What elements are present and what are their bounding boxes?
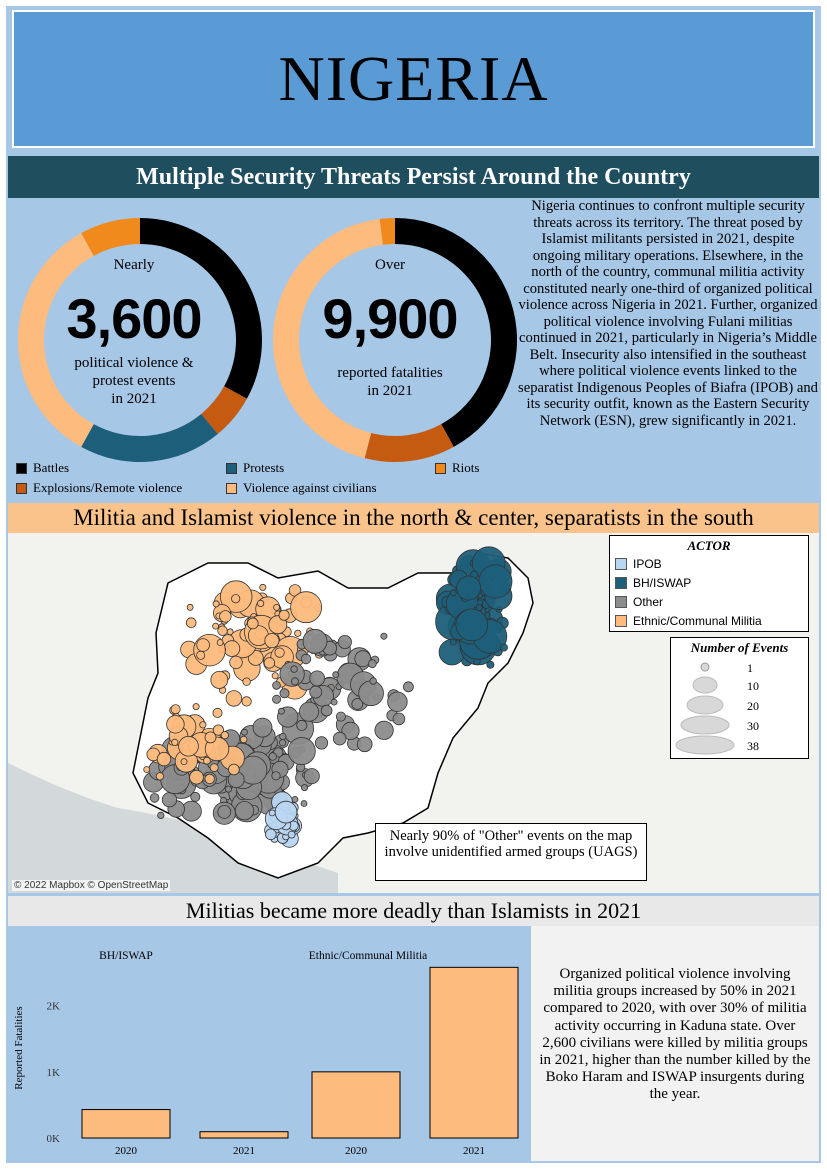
event-bubble: [321, 705, 332, 716]
events-caption-2: protest events: [92, 373, 176, 389]
actor-legend-item[interactable]: [615, 554, 808, 573]
event-bubble: [240, 736, 247, 743]
event-bubble: [288, 831, 295, 838]
event-bubble: [278, 708, 284, 714]
event-bubble: [273, 682, 281, 690]
event-bubble: [288, 738, 315, 765]
events-value: 3,600: [66, 287, 202, 350]
bar-2020: [82, 1110, 170, 1138]
event-bubble: [269, 753, 277, 761]
actor-legend-title: ACTOR: [687, 538, 731, 553]
section3-heading: Militias became more deadly than Islamists in 2021: [8, 896, 819, 926]
event-bubble: [265, 634, 279, 648]
event-bubble: [218, 626, 228, 636]
legend-label: IPOB: [633, 556, 662, 571]
legend-swatch: [226, 463, 237, 474]
group-title: Ethnic/Communal Militia: [308, 950, 428, 962]
y-tick-label: 1K: [46, 1066, 60, 1079]
legend-swatch: [435, 463, 446, 474]
event-bubble: [265, 829, 276, 840]
event-bubble: [279, 610, 289, 620]
size-legend-circle: [701, 663, 709, 671]
event-bubble: [299, 702, 318, 721]
event-bubble: [450, 639, 456, 645]
event-bubble: [224, 641, 240, 657]
title-banner: [12, 10, 815, 148]
event-bubble: [403, 682, 413, 692]
donut-slice-explosions-remote-violence: [365, 424, 454, 462]
legend-protests: [226, 460, 284, 476]
event-bubble: [190, 770, 204, 784]
event-bubble: [500, 644, 507, 651]
size-legend-label: 38: [747, 739, 759, 753]
event-bubble: [197, 651, 205, 659]
event-bubble: [291, 678, 298, 685]
event-bubble: [479, 565, 512, 598]
size-legend-circle: [676, 736, 734, 754]
bar-2021: [200, 1132, 288, 1138]
event-bubble: [359, 681, 384, 706]
event-bubble: [260, 584, 266, 590]
event-bubble: [213, 601, 219, 607]
event-bubble: [393, 713, 405, 725]
event-map[interactable]: [8, 533, 819, 893]
event-bubble: [457, 576, 481, 600]
event-bubble: [242, 697, 251, 706]
legend-swatch: [16, 463, 27, 474]
event-bubble: [179, 736, 199, 756]
event-bubble: [381, 633, 387, 639]
size-legend-label: 10: [747, 679, 759, 693]
event-bubble: [241, 729, 247, 735]
event-bubble: [213, 623, 219, 629]
size-legend-title: Number of Events: [690, 640, 789, 655]
legend-swatch: [615, 615, 627, 627]
section2-heading: Militia and Islamist violence in the north & center, separatists in the south: [8, 503, 819, 533]
event-bubble: [247, 618, 258, 629]
event-bubble: [232, 595, 240, 603]
event-bubble: [301, 785, 307, 791]
events-caption-1: political violence &: [74, 355, 194, 371]
event-bubble: [476, 605, 482, 611]
event-bubble: [338, 635, 351, 648]
event-bubble: [388, 692, 408, 712]
event-bubble: [171, 705, 180, 714]
event-bubble: [220, 611, 232, 623]
size-legend-circle: [681, 716, 729, 734]
event-bubble: [264, 658, 275, 669]
legend-label: Protests: [243, 460, 285, 475]
event-bubble: [370, 678, 377, 685]
legend-label: Explosions/Remote violence: [33, 480, 183, 495]
legend-swatch: [615, 596, 627, 608]
event-bubble: [225, 786, 231, 792]
event-bubble: [295, 630, 301, 636]
event-bubble: [191, 792, 200, 801]
event-bubble: [301, 654, 311, 664]
y-tick-label: 2K: [46, 1000, 60, 1013]
event-bubble: [158, 812, 164, 818]
size-legend-circle: [693, 677, 717, 693]
size-legend-label: 30: [747, 719, 759, 733]
size-legend-label: 20: [747, 699, 759, 713]
legend-label: Other: [633, 594, 664, 609]
event-bubble: [172, 739, 178, 745]
event-bubble: [253, 718, 272, 737]
x-tick-label: 2020: [115, 1145, 137, 1157]
event-bubble: [336, 712, 345, 721]
events-prefix: Nearly: [113, 257, 155, 273]
event-bubble: [274, 604, 280, 610]
legend-vac: [226, 480, 377, 496]
size-legend-label: 1: [747, 661, 753, 675]
event-bubble: [450, 590, 456, 596]
event-bubble: [229, 764, 240, 775]
event-bubble: [167, 716, 185, 734]
event-bubble: [331, 699, 337, 705]
fatalities-caption-1: reported fatalities: [337, 365, 443, 381]
event-bubble: [297, 720, 307, 730]
event-bubble: [292, 796, 298, 802]
event-bubble: [301, 801, 307, 807]
actor-legend-item[interactable]: [615, 592, 808, 611]
legend-label: Battles: [33, 460, 70, 475]
actor-legend-item[interactable]: [615, 611, 808, 630]
event-bubble: [456, 609, 488, 641]
intro-paragraph: Nigeria continues to confront multiple security threats across its territory. The threat posed by Islamist militants persisted in 2021, despite ongoing military operations. Elsewhere, in the north of the country, communal militia activity constituted nearly one-third of organized political violence across Nigeria in 2021. Further, organized political violence involving Fulani militias continued in 2021, particularly in Nigeria’s Middle Belt. Insecurity also intensified in the southeast where political violence events linked to the separatist Indigenous Peoples of Biafra (IPOB) and its security outfit, known as the Eastern Security Network (ESN), grew significantly in 2021.: [518, 198, 818, 429]
actor-legend: [609, 535, 809, 632]
legend-explosions: [16, 480, 182, 496]
legend-label: Riots: [452, 460, 480, 475]
event-bubble: [303, 629, 327, 653]
event-bubble: [200, 722, 206, 728]
legend-swatch: [615, 577, 627, 589]
x-tick-label: 2021: [233, 1145, 255, 1157]
fatalities-value: 9,900: [322, 287, 458, 350]
event-bubble: [243, 678, 251, 686]
fatalities-prefix: Over: [375, 257, 405, 273]
legend-battles: [16, 460, 69, 476]
event-bubble: [217, 640, 223, 646]
section1-heading: Multiple Security Threats Persist Around the Country: [8, 156, 819, 198]
legend-label: BH/ISWAP: [633, 575, 692, 590]
legend-label: Violence against civilians: [243, 480, 377, 495]
event-bubble: [162, 793, 176, 807]
event-bubble: [150, 794, 159, 803]
event-bubble: [230, 656, 243, 669]
size-legend: [670, 637, 809, 759]
y-tick-label: 0K: [46, 1133, 60, 1145]
event-bubble: [257, 600, 263, 606]
page-title: NIGERIA: [278, 43, 549, 114]
event-bubble: [221, 732, 228, 739]
event-bubble: [205, 774, 214, 783]
legend-label: Ethnic/Communal Militia: [633, 613, 762, 628]
event-bubble: [187, 604, 193, 610]
group-title: BH/ISWAP: [99, 950, 153, 962]
event-bubble: [157, 752, 171, 766]
legend-swatch: [16, 483, 27, 494]
event-bubble: [315, 737, 327, 749]
bar-2021: [430, 967, 518, 1138]
map-attribution: © 2022 Mapbox © OpenStreetMap: [14, 880, 169, 891]
legend-swatch: [615, 558, 627, 570]
event-bubble: [272, 673, 278, 679]
event-bubble: [156, 773, 163, 780]
size-legend-graphic: [671, 656, 808, 756]
donut-slice-protests: [81, 414, 218, 462]
event-bubble: [211, 671, 228, 688]
events-caption-3: in 2021: [111, 391, 157, 407]
fatalities-caption-2: in 2021: [367, 383, 413, 399]
y-axis-label: Reported Fatalities: [13, 1006, 25, 1090]
event-bubble: [291, 592, 322, 623]
event-bubble: [226, 691, 242, 707]
bar-2020: [312, 1072, 400, 1138]
event-bubble: [275, 801, 297, 823]
event-bubble: [273, 695, 281, 703]
event-bubble: [181, 759, 187, 765]
event-bubble: [333, 672, 339, 678]
section1-panel: [8, 198, 819, 503]
x-tick-label: 2021: [463, 1145, 485, 1157]
event-bubble: [333, 732, 346, 745]
event-bubble: [280, 689, 289, 698]
event-bubble: [235, 802, 253, 820]
event-bubble: [357, 737, 372, 752]
map-note: Nearly 90% of "Other" events on the map involve unidentified armed groups (UAGS): [375, 823, 647, 881]
event-bubble: [304, 769, 319, 784]
event-bubble: [213, 708, 222, 717]
event-bubble: [375, 721, 393, 739]
event-bubble: [144, 767, 150, 773]
event-bubble: [197, 639, 210, 652]
event-bubble: [218, 805, 231, 818]
militia-paragraph: Organized political violence involving militia groups increased by 50% in 2021 compared to 2020, with over 30% of militia activity occurring in Kaduna state. Over 2,600 civilians were killed by militia groups in 2021, higher than the number killed by the Boko Haram and ISWAP insurgents during the year.: [531, 926, 819, 1161]
legend-swatch: [226, 483, 237, 494]
event-bubble: [310, 686, 322, 698]
event-bubble: [275, 648, 284, 657]
event-bubble: [205, 732, 216, 743]
event-bubble: [193, 704, 199, 710]
event-bubble: [186, 618, 196, 628]
event-bubble: [310, 671, 325, 686]
event-bubble: [291, 666, 298, 673]
x-tick-label: 2020: [345, 1145, 367, 1157]
legend-riots: [435, 460, 479, 476]
event-bubble: [272, 772, 280, 780]
bar-chart-canvas: [8, 926, 531, 1161]
size-legend-circle: [687, 696, 723, 714]
event-bubble: [279, 740, 285, 746]
event-bubble: [269, 810, 275, 816]
event-bubble: [368, 660, 376, 668]
actor-legend-item[interactable]: [615, 573, 808, 592]
fatalities-bar-chart: [8, 926, 531, 1161]
event-bubble: [280, 733, 286, 739]
event-bubble: [210, 764, 218, 772]
